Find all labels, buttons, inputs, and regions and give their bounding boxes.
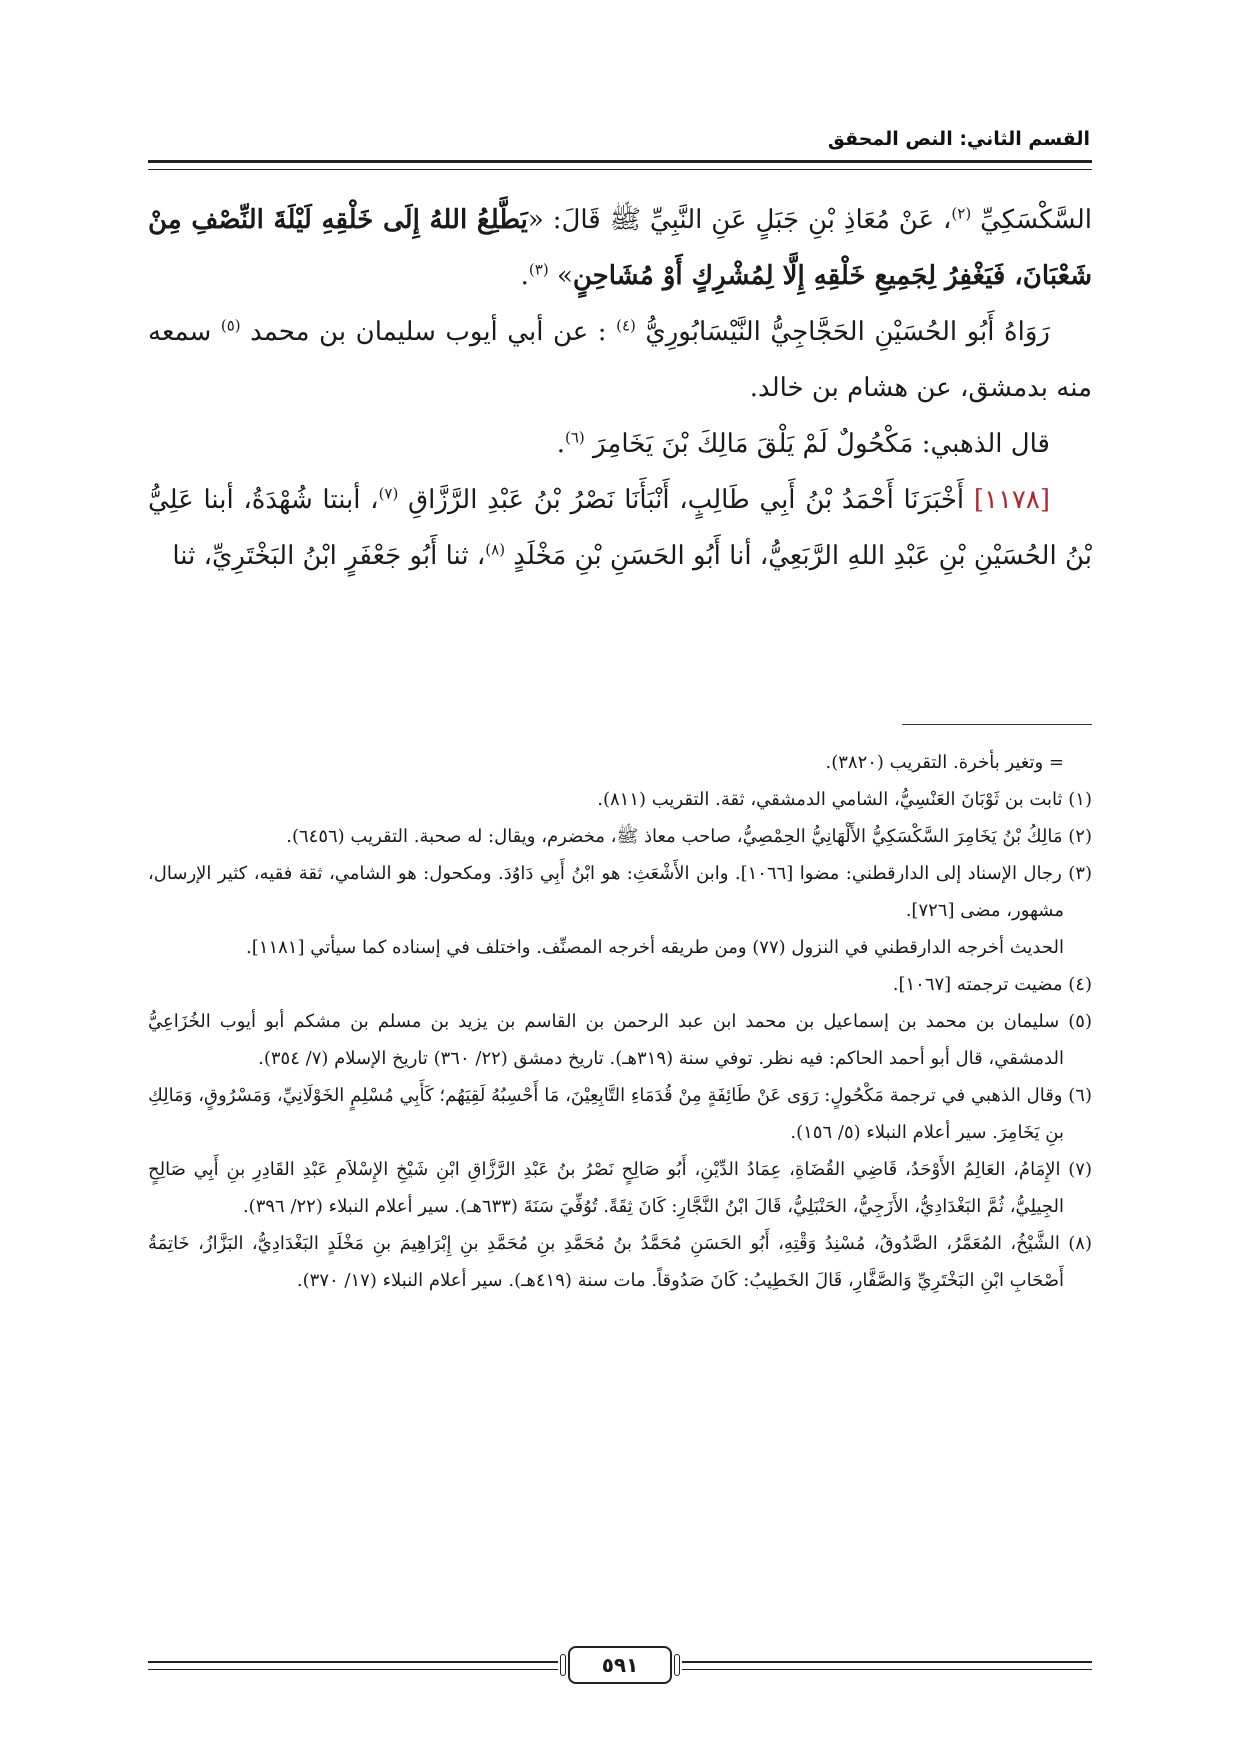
footnote-2: (٢) مَالِكُ بْنُ يَخَامِرَ السَّكْسَكِيُّ الأَلْهَانِيُّ الحِمْصِيُّ، صاحب معاذ ﷺ، مخضرم، ويقال: له صحبة. التقريب (٦٤٥٦). xyxy=(286,826,1092,847)
text-run: رَوَاهُ أَبُو الحُسَيْنِ الحَجَّاجِيُّ النَّيْسَابُورِيُّ xyxy=(635,317,1050,347)
footnote-separator xyxy=(902,724,1092,725)
footnote-5: (٥) سليمان بن محمد بن إسماعيل بن محمد ابن عبد الرحمن بن القاسم بن يزيد بن مسلم بن مشكم أبو أيوب الخُزَاعِيُّ الدمشقي، قال أبو أحمد الحاكم: فيه نظر. توفي سنة (٣١٩هـ). تاريخ دمشق (٢٢/ ٣٦٠) تاريخ الإسلام (٧/ ٣٥٤). xyxy=(148,1011,1092,1069)
footnote-7: (٧) الإِمَامُ، العَالِمُ الأَوْحَدُ، قَاضِي القُضَاةِ، عِمَادُ الدِّيْنِ، أَبُو صَالِحٍ نَصْرُ بنُ عَبْدِ الرَّزَّاقِ ابْنِ شَيْخِ الإِسْلاَمِ عَبْدِ القَادِرِ بنِ أَبِي صَالِحٍ الجِيلِيُّ، ثُمَّ البَغْدَادِيُّ، الأَزَجِيُّ، الحَنْبَلِيُّ، قَالَ ابْنُ النَّجَّارِ: كَانَ ثِقَةً. تُوُفِّيَ سَنَةَ (٦٣٣هـ). سير أعلام النبلاء (٢٢/ ٣٩٦). xyxy=(148,1159,1092,1217)
hadith-number: [١١٧٨] xyxy=(973,485,1050,515)
text-run: : عن أبي أيوب سليمان بن محمد xyxy=(240,317,617,347)
page-number: ٥٩١ xyxy=(568,1646,672,1684)
footer-rule-right xyxy=(682,1661,1092,1670)
footnote-8: (٨) الشَّيْخُ، المُعَمَّرُ، الصَّدُوقُ، مُسْنِدُ وَقْتِهِ، أَبُو الحَسَنِ مُحَمَّدُ بنُ مُحَمَّدِ بنِ مُحَمَّدِ بنِ إِبْرَاهِيمَ بنِ مَخْلَدٍ البَغْدَادِيُّ، البَزَّازُ، خَاتِمَةُ أَصْحَابِ ابْنِ البَخْتَرِيِّ وَالصَّفَّارِ، قَالَ الخَطِيبُ: كَانَ صَدُوقاً. مات سنة (٤١٩هـ). سير أعلام النبلاء (١٧/ ٣٧٠). xyxy=(148,1233,1092,1291)
footnote-continuation: = وتغير بأخرة. التقريب (٣٨٢٠). xyxy=(825,752,1064,773)
footnote-marker[interactable]: (٥) xyxy=(220,316,241,335)
footnote-marker[interactable]: (٢) xyxy=(951,204,972,223)
text-run: . xyxy=(520,261,529,291)
footnote-6: (٦) وقال الذهبي في ترجمة مَكْحُولٍ: رَوَى عَنْ طَائِفَةٍ مِنْ قُدَمَاءِ التَّابِعِيْنَ، مَا أَحْسِبُهُ لَقِيَهُم؛ كَأَبِي مُسْلِمٍ الخَوْلَانِيِّ، وَمَسْرُوقٍ، وَمَالِكِ بنِ يَخَامِرَ. سير أعلام النبلاء (٥/ ١٥٦). xyxy=(148,1085,1092,1143)
text-run: قال الذهبي: مَكْحُولٌ لَمْ يَلْقَ مَالِكَ بْنَ يَخَامِرَ xyxy=(584,429,1050,459)
paragraph-2 xyxy=(148,304,1092,416)
footnote-marker[interactable]: (٦) xyxy=(565,428,585,447)
header-double-rule xyxy=(148,160,1092,170)
footnote-3: (٣) رجال الإسناد إلى الدارقطني: مضوا [١٠٦٦]. وابن الأَشْعَثِ: هو ابْنُ أَبِي دَاوُدَ. ومكحول: هو الشامي، ثقة فقيه، كثير الإرسال، مشهور، مضى [٧٢٦]. xyxy=(148,863,1092,921)
footnotes xyxy=(148,744,1092,1299)
text-run: ، أبنتا شُهْدَةُ، أبنا عَلِيُّ بْنُ الحُسَيْنِ بْنِ عَبْدِ اللهِ الرَّبَعِيُّ، أنا أَبُو الحَسَنِ بْنِ مَخْلَدٍ xyxy=(148,485,1092,571)
footnote-marker[interactable]: (٣) xyxy=(528,260,549,279)
text-run: . xyxy=(556,429,565,459)
footnote-marker[interactable]: (٧) xyxy=(378,484,399,503)
running-title: القسم الثاني: النص المحقق xyxy=(827,128,1090,150)
paragraph-4 xyxy=(148,472,1092,584)
text-run: ، عَنْ مُعَاذِ بْنِ جَبَلٍ عَنِ النَّبِيِّ ﷺ قَالَ: « xyxy=(527,205,952,235)
text-run: » xyxy=(548,261,573,291)
footnote-marker[interactable]: (٨) xyxy=(485,540,506,559)
footnote-3-continued: الحديث أخرجه الدارقطني في النزول (٧٧) ومن طريقه أخرجه المصنِّف. واختلف في إسناده كما سيأتي [١١٨١]. xyxy=(246,937,1064,958)
footer-rule-left xyxy=(148,1661,558,1670)
text-run: السَّكْسَكِيِّ xyxy=(971,205,1093,235)
hadith-text: يَطَّلِعُ اللهُ إِلَى خَلْقِهِ لَيْلَةَ النِّصْفِ مِنْ شَعْبَانَ، فَيَغْفِرُ لِجَمِيعِ خَلْقِهِ إِلَّا لِمُشْرِكٍ أَوْ مُشَاحِنٍ xyxy=(148,205,1092,291)
text-run: ، ثنا أَبُو جَعْفَرٍ ابْنُ البَخْتَرِيِّ، ثنا xyxy=(172,541,486,571)
paragraph-3 xyxy=(148,416,1092,472)
text-run: سمعه منه بدمشق، عن هشام بن خالد. xyxy=(148,317,1092,403)
footnote-marker[interactable]: (٤) xyxy=(616,316,636,335)
footnote-1: (١) ثابت بن ثَوْبَانَ العَنْسِيُّ، الشامي الدمشقي، ثقة. التقريب (٨١١). xyxy=(597,789,1092,810)
footnote-4: (٤) مضيت ترجمته [١٠٦٧]. xyxy=(892,974,1092,995)
main-text xyxy=(148,192,1092,584)
paragraph-1 xyxy=(148,192,1092,304)
text-run: أَخْبَرَنَا أَحْمَدُ بْنُ أَبِي طَالِبٍ، أَنْبَأَنَا نَصْرُ بْنُ عَبْدِ الرَّزَّاقِ xyxy=(398,485,974,515)
